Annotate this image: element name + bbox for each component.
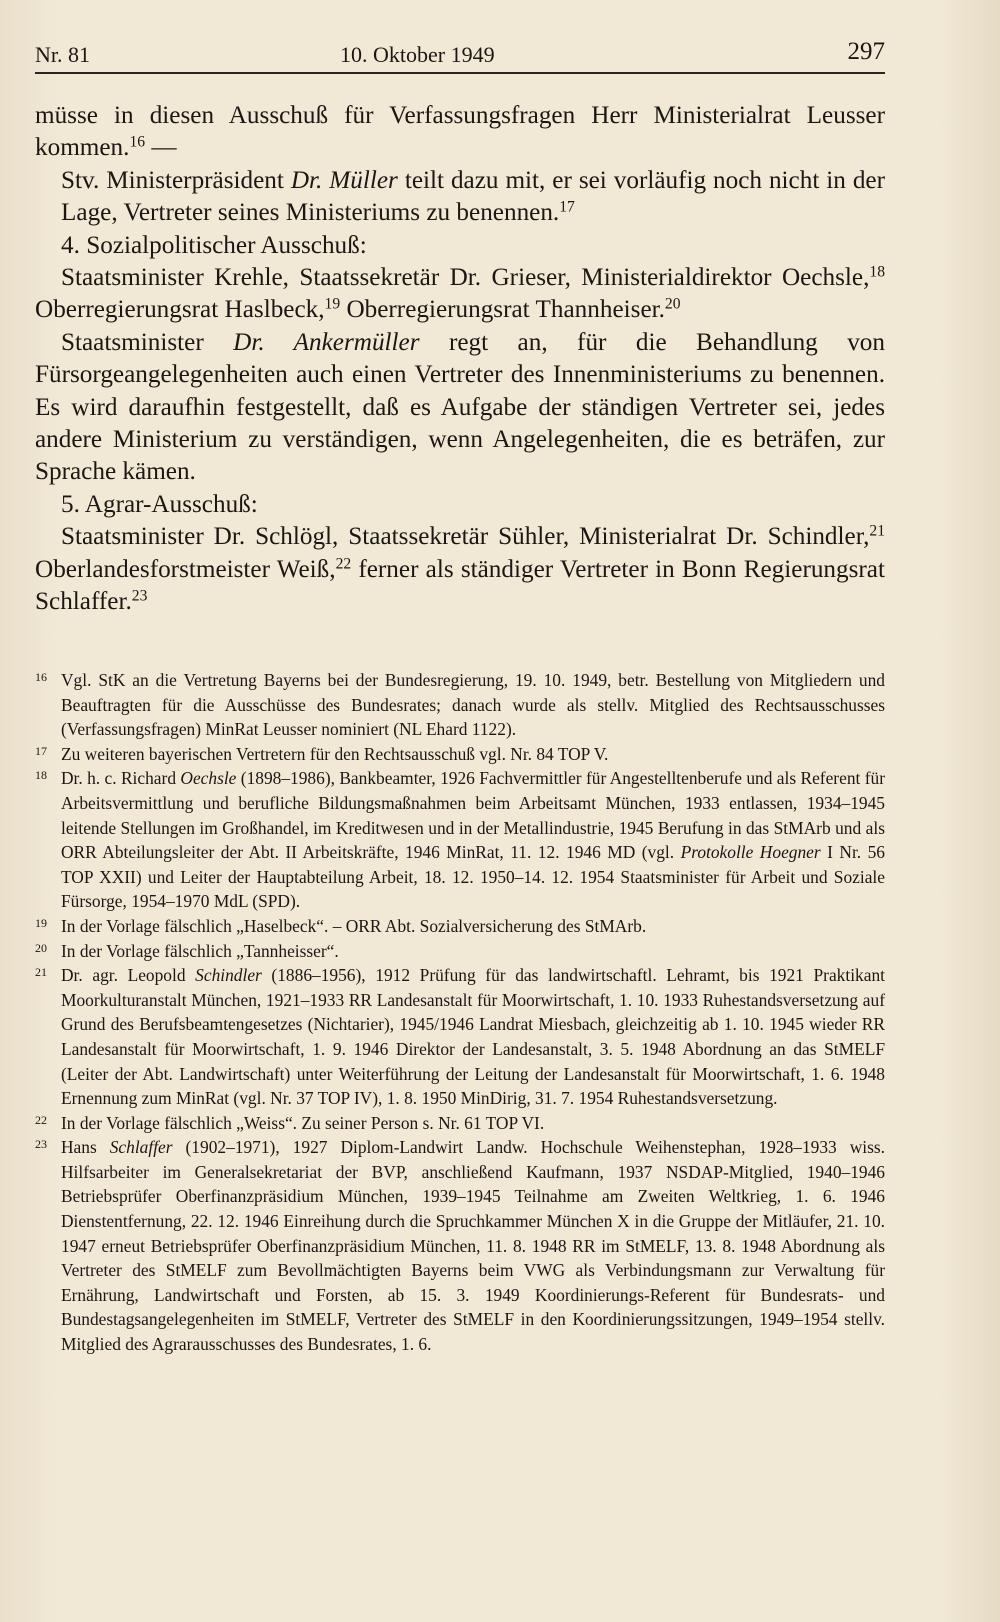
paragraph xyxy=(35,100,885,165)
footnote-number: 23 xyxy=(35,1137,47,1152)
footnotes xyxy=(35,668,885,1357)
footnote-number: 22 xyxy=(35,1112,47,1127)
footnote-ref[interactable]: 19 xyxy=(324,295,341,313)
footnote-text: (1902–1971), 1927 Diplom-Landwirt Landw. Hochschule Weihenstephan, 1928–1933 wiss. Hilfsarbeiter im Generalsekretariat der BVP, anschließend Kaufmann, 1937 NSDAP-Mitglied, 1940–1946 Betriebsprüfer Oberfinanzpräsidium München, 1939–1945 Teilnahme am Zweiten Weltkrieg, 1. 6. 1946 Dienstentfernung, 22. 12. 1946 Einreihung durch die Spruchkammer München X in die Gruppe der Mitläufer, 21. 10. 1947 erneut Betriebsprüfer Oberfinanzpräsidium München, 11. 8. 1948 RR im StMELF, 13. 8. 1948 Abordnung als Vertreter des StMELF zum Bevollmächtigten Bayerns beim VWG als Verbindungsmann zur Verwaltung für Ernährung, Landwirtschaft und Forsten, ab 15. 3. 1949 Koordinierungs-Referent für Bundesrats- und Bundestagsangelegenheiten im StMELF, Vertreter des StMELF in den Koordinierungssitzungen, 1949–1954 stellv. Mitglied des Agrarausschusses des Bundesrates, 1. 6. xyxy=(61,1137,886,1355)
footnote-ref[interactable]: 16 xyxy=(129,133,146,151)
document-date: 10. Oktober 1949 xyxy=(340,42,495,67)
footnote-text: Vgl. StK an die Vertretung Bayerns bei der Bundesregierung, 19. 10. 1949, betr. Bestellung von Mitgliedern und Beauftragten für die Ausschüsse des Bundesrates; danach wurde als stellv. Mitglied des Rechtsausschusses (Verfassungsfragen) MinRat Leusser nominiert (NL Ehard 1122). xyxy=(61,670,885,740)
text-run: Oberregierungsrat Haslbeck, xyxy=(35,296,325,324)
header-rule xyxy=(35,72,885,74)
footnote-number: 20 xyxy=(35,940,47,955)
text-run: Oberregierungsrat Thannheiser. xyxy=(340,296,665,324)
footnote-number: 21 xyxy=(35,965,47,980)
footnote-text: (1886–1956), 1912 Prüfung für das landwirtschaftl. Lehramt, bis 1921 Praktikant Moorkulturanstalt München, 1921–1933 RR Landesanstalt für Moorwirtschaft, 1. 10. 1933 Ruhestandsversetzung auf Grund des Berufsbeamtengesetzes (Nichtarier), 1945/1946 Landrat Miesbach, gleichzeitig ab 1. 10. 1945 wieder RR Landesanstalt für Moorwirtschaft, 1. 9. 1946 Direktor der Landesanstalt, 3. 5. 1948 Abordnung an das StMELF (Leiter der Abt. Landwirtschaft) unter Weiterführung der Leitung der Landesanstalt für Moorwirtschaft, 1. 6. 1948 Ernennung zum MinRat (vgl. Nr. 37 TOP IV), 1. 8. 1950 MinDirig, 31. 7. 1954 Ruhestandsversetzung. xyxy=(61,965,885,1109)
footnote-ref[interactable]: 18 xyxy=(869,263,885,281)
footnote-19 xyxy=(35,914,885,939)
footnote-20 xyxy=(35,939,885,964)
text-run: ferner als ständiger Vertreter in Bonn Regierungsrat Schlaffer. xyxy=(35,555,885,616)
footnote-number: 17 xyxy=(35,743,47,758)
text-run: — xyxy=(145,134,177,162)
text-run: Staatsminister xyxy=(61,328,234,356)
source-title: Protokolle Hoegner xyxy=(680,842,821,863)
person-name: Dr. Müller xyxy=(290,166,398,194)
footnote-text: In der Vorlage fälschlich „Tannheisser“. xyxy=(61,940,339,961)
footnote-22 xyxy=(35,1111,885,1136)
footnote-ref[interactable]: 22 xyxy=(335,555,352,573)
footnote-18 xyxy=(35,766,885,914)
text-run: Oberlandesforstmeister Weiß, xyxy=(35,555,336,583)
footnote-number: 18 xyxy=(35,768,47,783)
paragraph xyxy=(35,165,885,230)
footnote-text: Zu weiteren bayerischen Vertretern für den Rechtsausschuß vgl. Nr. 84 TOP V. xyxy=(61,743,609,764)
footnote-text: Dr. agr. Leopold xyxy=(61,965,196,986)
footnote-ref[interactable]: 17 xyxy=(559,198,575,216)
footnote-ref[interactable]: 21 xyxy=(869,522,885,540)
text-run: Staatsminister Dr. Schlögl, Staatssekretär Sühler, Ministerialrat Dr. Schindler, xyxy=(61,523,870,551)
footnote-text: In der Vorlage fälschlich „Haselbeck“. – ORR Abt. Sozialversicherung des StMArb. xyxy=(61,915,647,936)
footnote-text: Dr. h. c. Richard xyxy=(61,768,181,789)
running-header xyxy=(35,38,885,74)
section-heading: 5. Agrar-Ausschuß: xyxy=(61,490,258,518)
paragraph xyxy=(35,262,885,327)
person-name: Oechsle xyxy=(180,768,237,789)
document-number: Nr. 81 xyxy=(35,42,90,67)
text-run: Staatsminister Krehle, Staatssekretär Dr. Grieser, Ministerialdirektor Oechsle, xyxy=(61,264,870,292)
footnote-23 xyxy=(35,1135,885,1356)
person-name: Schlaffer xyxy=(109,1137,173,1158)
paragraph xyxy=(35,327,885,489)
footnote-text: Hans xyxy=(61,1137,110,1158)
section-heading: 4. Sozialpolitischer Ausschuß: xyxy=(61,231,367,259)
footnote-ref[interactable]: 23 xyxy=(131,587,148,605)
text-run: regt an, für die Behandlung von Fürsorgeangelegenheiten auch einen Vertreter des Innenministeriums zu benennen. Es wird daraufhin festgestellt, daß es Aufgabe der ständigen Vertreter sei, jedes andere Ministerium zu verständigen, wenn Angelegenheiten, die es beträfen, zur Sprache kämen. xyxy=(35,328,885,486)
paragraph xyxy=(35,521,885,618)
text-run: Stv. Ministerpräsident xyxy=(61,166,291,194)
person-name: Dr. Ankermüller xyxy=(233,328,420,356)
footnote-17 xyxy=(35,742,885,767)
footnote-ref[interactable]: 20 xyxy=(664,295,681,313)
footnote-21 xyxy=(35,963,885,1111)
footnote-number: 19 xyxy=(35,915,47,930)
text-run: teilt dazu mit, er sei vorläufig noch nicht in der Lage, Vertreter seines Ministeriums zu benennen. xyxy=(61,166,885,227)
main-text xyxy=(35,100,885,619)
text-run: müsse in diesen Ausschuß für Verfassungsfragen Herr Ministerialrat Leusser kommen. xyxy=(35,102,885,162)
footnote-text: In der Vorlage fälschlich „Weiss“. Zu seiner Person s. Nr. 61 TOP VI. xyxy=(61,1112,545,1133)
page-number: 297 xyxy=(847,38,885,65)
person-name: Schindler xyxy=(195,965,262,986)
footnote-number: 16 xyxy=(35,670,47,684)
footnote-text: I Nr. 56 TOP XXII) und Leiter der Hauptabteilung Arbeit, 18. 12. 1950–14. 12. 1954 Staatsminister für Arbeit und Soziale Fürsorge, 1954–1970 MdL (SPD). xyxy=(61,842,885,912)
footnote-16 xyxy=(35,668,885,742)
footnote-text: (1898–1986), Bankbeamter, 1926 Fachvermittler für Angestelltenberufe und als Referent für Arbeitsvermittlung und berufliche Bildungsmaßnahmen beim Arbeitsamt München, 1933 entlassen, 1934–1945 leitende Stellungen im Großhandel, im Kreditwesen und in der Metallindustrie, 1945 Berufung in das StMArb und als ORR Abteilungsleiter der Abt. II Arbeitskräfte, 1946 MinRat, 11. 12. 1946 MD (vgl. xyxy=(61,768,885,863)
